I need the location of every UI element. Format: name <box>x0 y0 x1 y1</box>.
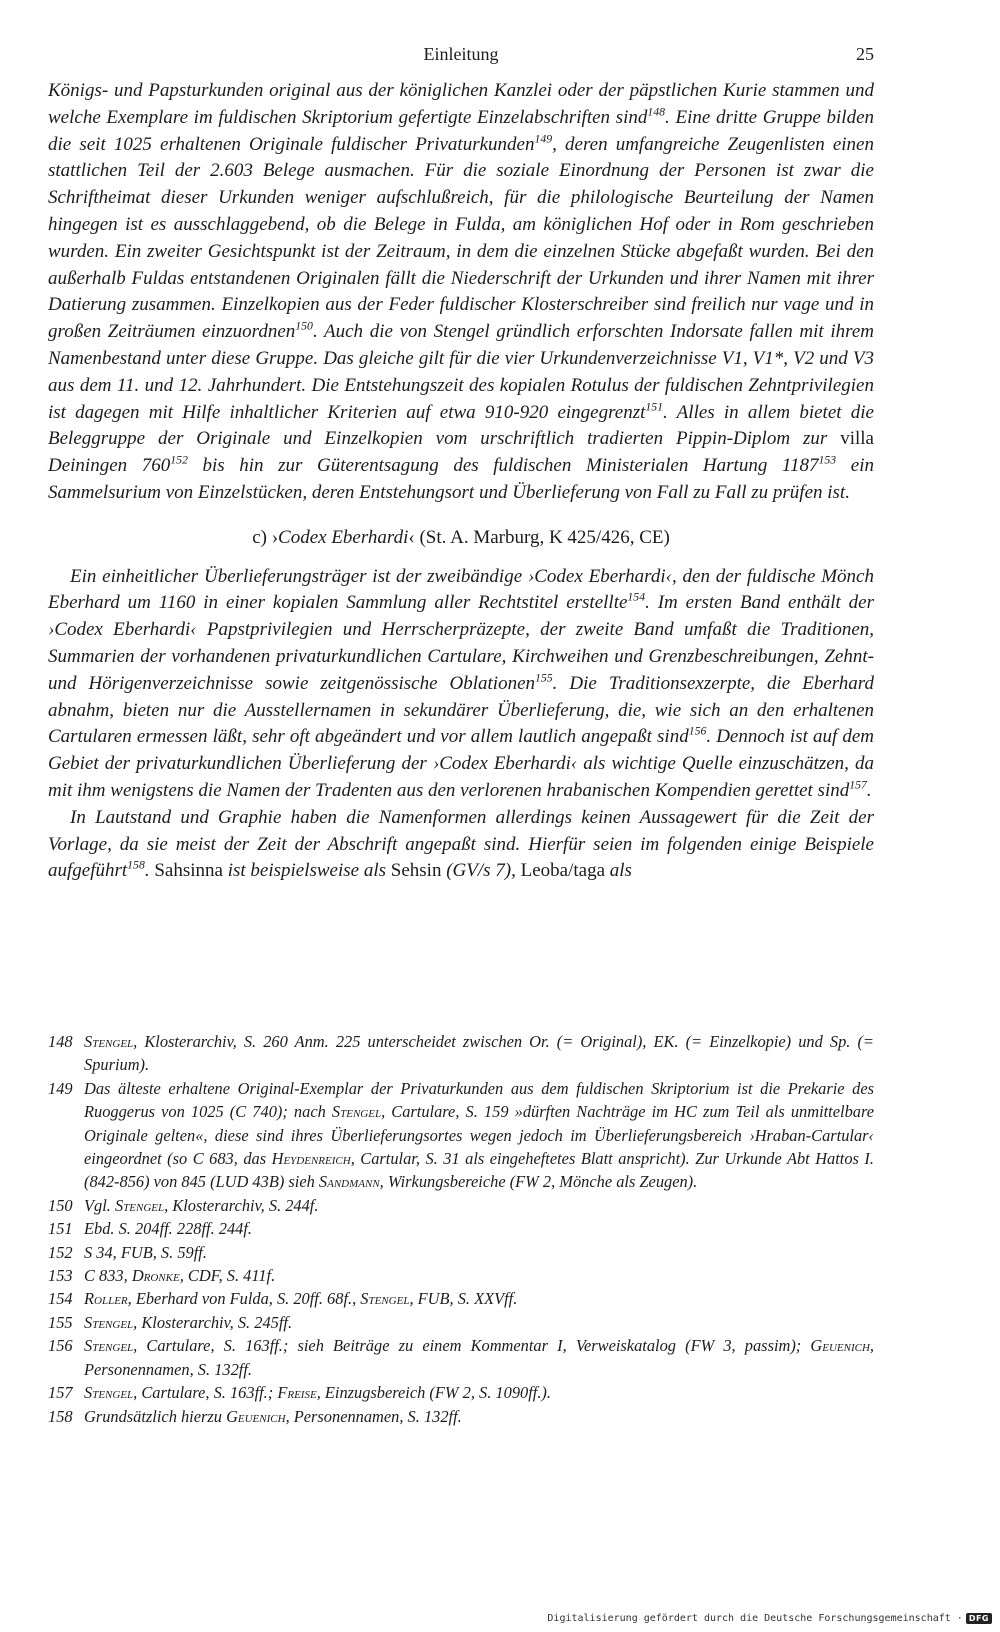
text-run: als <box>605 860 632 882</box>
footnote-text: , Klosterarchiv, S. 245ff. <box>133 1312 293 1332</box>
text-run: Königs- und Papsturkunden original aus der königlichen Kanzlei oder der päpstlichen Kurie stammen und welche Exemplare im fuldischen Skriptorium gefertigte Einzelabschriften sind <box>48 80 874 128</box>
text-run: . Dennoch ist auf dem Gebiet der privaturkundlichen Überlieferung der ›Codex Eberhardi‹ als wichtige Quelle einzuschätzen, da mit ihm wenigstens die Namen der Tradenten aus den verlorenen hrabanischen Kompendien gerettet sind <box>48 726 874 801</box>
footnote-ref-150: 150 <box>295 319 313 333</box>
text-run: ein Sammelsurium von Einzelstücken, deren Entstehungsort und Überlieferung von Fall zu Fall zu prüfen ist. <box>48 455 874 503</box>
footnote-ref-152: 152 <box>170 453 188 467</box>
credit-text: Digitalisierung gefördert durch die Deutsche Forschungsgemeinschaft · <box>547 1612 963 1624</box>
footnote-148 <box>48 1030 874 1077</box>
dfg-logo-icon: DFG <box>966 1613 992 1624</box>
footnote-text: Vgl. <box>84 1195 115 1215</box>
footnote-text: , FUB, S. XXVff. <box>409 1289 518 1309</box>
author-name: Geuenich <box>810 1336 870 1356</box>
text-run: Ein einheitlicher Überlieferungsträger ist der zweibändige ›Codex Eberhardi‹, den der fuldische Mönch Eberhard um 1160 in einer kopialen Sammlung aller Rechtstitel erstellte <box>48 565 874 614</box>
footnote-155 <box>48 1311 874 1334</box>
footnote-text: Grundsätzlich hierzu <box>84 1406 227 1426</box>
footnote-text: , Klosterarchiv, S. 260 Anm. 225 unterscheidet zwischen Or. (= Original), EK. (= Einzelkopie) und Sp. (= Spurium). <box>84 1032 874 1075</box>
footnote-156 <box>48 1334 874 1381</box>
footnote-text: , Personennamen, S. 132ff. <box>84 1336 874 1379</box>
footnote-text: , Einzugsbereich (FW 2, S. 1090ff.). <box>316 1383 551 1403</box>
page-number: 25 <box>856 44 874 64</box>
footnote-ref-153: 153 <box>818 453 837 467</box>
footnote-ref-156: 156 <box>688 725 707 738</box>
footnote-text: , Cartular, S. 31 als eingeheftetes Blatt anspricht). Zur Urkunde Abt Hattos I. (842-856) von 845 (LUD 43B) sieh <box>84 1149 874 1192</box>
footnote-154 <box>48 1287 874 1310</box>
running-header <box>48 44 874 70</box>
footnote-ref-148: 148 <box>647 105 666 119</box>
footnote-149 <box>48 1077 874 1194</box>
author-name: Stengel <box>84 1336 134 1356</box>
author-name: Stengel <box>84 1312 134 1332</box>
footnote-ref-158: 158 <box>127 858 145 872</box>
header-title: Einleitung <box>423 44 499 64</box>
footnote-152 <box>48 1241 874 1264</box>
author-name: Stengel <box>331 1102 382 1122</box>
author-name: Heydenreich <box>271 1149 351 1169</box>
text-run: . Eine dritte Gruppe bilden die seit 1025 erhaltenen Originale fuldischer Privaturkunden <box>48 106 874 155</box>
footnote-158 <box>48 1405 874 1428</box>
footnote-text: , CDF, S. 411f. <box>179 1266 276 1286</box>
footnote-ref-149: 149 <box>534 132 553 146</box>
author-name: Geuenich <box>226 1406 286 1426</box>
section-rest: ‹ (St. A. Marburg, K 425/426, CE) <box>408 526 670 548</box>
footnote-text: Das älteste erhaltene Original-Exemplar der Privaturkunden aus dem fuldischen Skriptorium ist die Prekarie des Ruoggerus von 1025 (C 740); nach <box>84 1078 874 1122</box>
text-run: bis hin zur Güterentsagung des fuldischen Ministerialen Hartung 1187 <box>187 455 819 477</box>
author-name: Stengel <box>84 1032 134 1051</box>
digitization-credit <box>547 1610 992 1626</box>
footnote-number: 150 <box>48 1195 73 1215</box>
footnote-ref-157: 157 <box>849 778 867 792</box>
text-run: . Auch die von Stengel gründlich erforschten Indorsate fallen mit ihrem Namenbestand unter diese Gruppe. Das gleiche gilt für die vier Urkundenverzeichnisse V1, V1*, V2 und V3 aus dem 11. und 12. Jahrhundert. Die Entstehungszeit des kopialen Rotulus der fuldischen Zehntprivilegien ist dagegen mit Hilfe inhaltlicher Kriterien auf etwa 910-920 eingegrenzt <box>48 321 874 423</box>
text-run: . Alles in allem bietet die Beleggruppe der Originale und Einzelkopien vom urschriftlich tradierten Pippin-Diplom zur <box>48 401 874 450</box>
section-italic: Codex Eberhardi <box>278 526 409 548</box>
footnote-ref-154: 154 <box>627 591 646 605</box>
footnote-151 <box>48 1217 874 1240</box>
footnote-text: C 833, <box>84 1266 132 1286</box>
footnote-157 <box>48 1381 874 1404</box>
footnote-number: 148 <box>48 1032 73 1051</box>
footnote-text: , Cartulare, S. 163ff.; <box>133 1383 278 1403</box>
footnote-150 <box>48 1194 874 1217</box>
footnote-ref-151: 151 <box>645 400 664 414</box>
footnote-number: 154 <box>48 1289 73 1309</box>
footnote-text: , Cartulare, S. 159 »dürften Nachträge im HC zum Teil als unmittelbare Originale gelten«, diese sind ihres Überlieferungsortes wegen jedoch im Überlieferungsbereich ›Hraban-Cartular‹ eingeordnet (so C 683, das <box>84 1102 875 1169</box>
author-name: Dronke <box>131 1266 180 1286</box>
text-run-roman: villa <box>840 428 874 450</box>
author-name: Stengel <box>84 1383 134 1403</box>
text-run: , deren umfangreiche Zeugenlisten einen stattlichen Teil der 2.603 Belege ausmachen. Für die soziale Einordnung der Personen ist zwar die Schriftheimat dieser Urkunden weniger aufschlußreich, für die philologische Beurteilung der Namen hingegen ist es ausschlaggebend, ob die Belege in Fulda, am königlichen Hof oder in Rom geschrieben wurden. Ein zweiter Gesichtspunkt ist der Zeitraum, in dem die einzelnen Stücke abgefaßt wurden. Bei den außerhalb Fuldas entstandenen Originalen fällt die Niederschrift der Urkunden und ihrer Namen mit ihrer Datierung zusammen. Einzelkopien aus der Feder fuldischer Klosterschreiber sind freilich nur vage und in großen Zeiträumen einzuordnen <box>48 133 874 343</box>
text-run: In Lautstand und Graphie haben die Namenformen allerdings keinen Aussagewert für die Zeit der Vorlage, da sie meist der Zeit der Abschrift angepaßt sind. Hierfür seien im folgenden einige Beispiele aufgeführt <box>48 806 874 882</box>
footnote-text: , Personennamen, S. 132ff. <box>285 1406 462 1426</box>
footnote-153 <box>48 1264 874 1287</box>
body-text <box>48 78 874 885</box>
text-run: (GV/s 7), <box>441 860 521 882</box>
text-run: Deiningen 760 <box>48 455 171 477</box>
text-run: . Die Traditionsexzerpte, die Eberhard abnahm, bieten nur die Ausstellernamen in sekundärer Überlieferung, die, wie sich an den erhaltenen Cartularen ermessen läßt, sehr oft abgeändert und vor allem lautlich angepaßt sind <box>48 672 874 748</box>
text-run: . <box>866 779 872 801</box>
footnote-text: , Eberhard von Fulda, S. 20ff. 68f., <box>127 1289 361 1309</box>
footnotes <box>48 1030 874 1428</box>
author-name: Freise <box>277 1383 317 1403</box>
paragraph-3 <box>48 805 874 885</box>
author-name: Stengel <box>114 1195 165 1215</box>
text-run: . Im ersten Band enthält der ›Codex Eberhardi‹ Papstprivilegien und Herrscherpräzepte, der zweite Band umfaßt die Traditionen, Summarien der vorhandenen privaturkundlichen Cartulare, Kirchweihen und Grenzbeschreibungen, Zehnt- und Hörigenverzeichnisse sowie zeitgenössische Oblationen <box>48 592 874 694</box>
footnote-number: 149 <box>48 1078 73 1098</box>
footnote-text: , Klosterarchiv, S. 244f. <box>164 1195 319 1215</box>
text-run-roman: Sehsin <box>390 860 442 882</box>
footnote-number: 152 <box>48 1242 73 1262</box>
author-name: Sandmann <box>318 1172 380 1192</box>
footnote-text: S 34, FUB, S. 59ff. <box>84 1242 207 1262</box>
author-name: Stengel <box>360 1289 410 1309</box>
footnote-number: 151 <box>48 1219 73 1239</box>
text-run: . <box>144 860 155 882</box>
footnote-number: 158 <box>48 1406 73 1426</box>
paragraph-2 <box>48 564 874 805</box>
paragraph-1 <box>48 78 874 507</box>
section-prefix: c) › <box>252 526 279 548</box>
text-run: ist beispielsweise als <box>222 860 391 882</box>
footnote-number: 153 <box>48 1266 73 1286</box>
footnote-text: , Cartulare, S. 163ff.; sieh Beiträge zu einem Kommentar I, Verweiskatalog (FW 3, passim); <box>133 1336 811 1356</box>
text-run-roman: Leoba/taga <box>520 860 606 882</box>
footnote-number: 157 <box>48 1383 73 1403</box>
author-name: Roller <box>84 1289 128 1309</box>
footnote-number: 156 <box>48 1336 73 1356</box>
footnote-number: 155 <box>48 1312 73 1332</box>
section-heading <box>48 525 874 552</box>
footnote-text: Ebd. S. 204ff. 228ff. 244f. <box>84 1219 253 1239</box>
footnote-text: , Wirkungsbereiche (FW 2, Mönche als Zeugen). <box>379 1172 698 1192</box>
footnote-ref-155: 155 <box>535 671 553 685</box>
text-run-roman: Sahsinna <box>154 860 223 882</box>
